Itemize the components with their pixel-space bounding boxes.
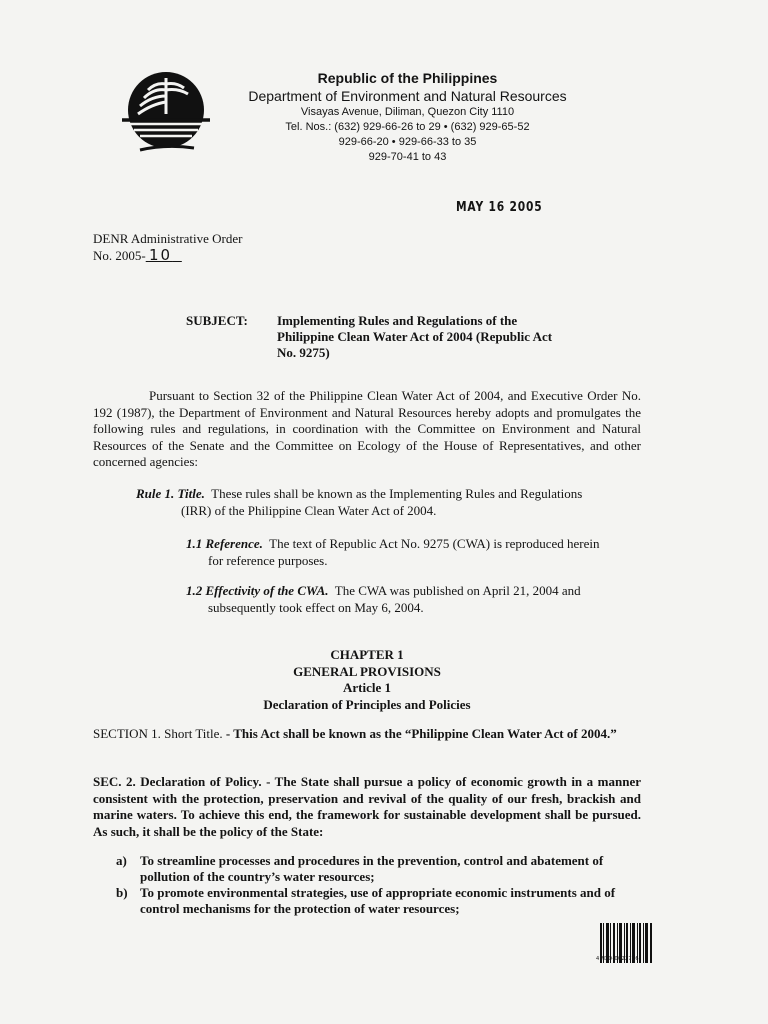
- list-item: [116, 853, 646, 885]
- section-2: [93, 774, 641, 840]
- preamble-paragraph: Pursuant to Section 32 of the Philippine Clean Water Act of 2004, and Executive Order No. 192 (1987), the Department of Environment and Natural Resources hereby adopts and promulgates the following rules and regulations, in coordination with the Committee on Environment and Natural Resources of the Senate and the Committee on Ecology of the House of Representatives, and other concerned agencies:: [93, 388, 641, 469]
- barcode-number: 4MDD-0022756: [596, 956, 639, 962]
- handwritten-order-number: 10: [148, 246, 173, 264]
- section-1-text: - This Act shall be known as the “Philippine Clean Water Act of 2004.”: [225, 726, 617, 741]
- address-line: Visayas Avenue, Diliman, Quezon City 1110: [300, 106, 515, 118]
- order-title: DENR Administrative Order: [93, 231, 243, 246]
- list-item-label: a): [116, 853, 127, 868]
- rule-1-2-text: The CWA was published on April 21, 2004 and: [334, 583, 581, 598]
- rule-1-1-heading: 1.1 Reference.: [186, 536, 263, 551]
- subject-label: SUBJECT:: [186, 313, 248, 328]
- telephone-line-1: Tel. Nos.: (632) 929-66-26 to 29 • (632) 929-65-52: [285, 121, 530, 133]
- article-number: Article 1: [342, 680, 391, 695]
- rule-1-2-text-continued: subsequently took effect on May 6, 2004.: [208, 599, 424, 615]
- rule-1-1-text-continued: for reference purposes.: [208, 552, 328, 568]
- department-name: Department of Environment and Natural Resources: [248, 88, 567, 104]
- denr-logo: [120, 70, 212, 156]
- letterhead: [230, 70, 585, 165]
- telephone-line-3: 929-70-41 to 43: [368, 151, 447, 163]
- list-item-text: To streamline processes and procedures in the prevention, control and abatement of pollution of the country’s water resources;: [140, 853, 604, 884]
- republic-heading: Republic of the Philippines: [317, 70, 498, 86]
- rule-1-2-heading: 1.2 Effectivity of the CWA.: [186, 583, 329, 598]
- list-item-text: To promote environmental strategies, use of appropriate economic instruments and of control mechanisms for the protection of water resources;: [140, 885, 616, 916]
- rule-1-1-text: The text of Republic Act No. 9275 (CWA) is reproduced herein: [269, 536, 600, 551]
- article-title: Declaration of Principles and Policies: [263, 696, 471, 712]
- telephone-line-2: 929-66-20 • 929-66-33 to 35: [338, 136, 477, 148]
- section-2-text: - The State shall pursue a policy of economic growth in a manner consistent with the protection, preservation and revival of the quality of our fresh, brackish and marine waters. To achieve this end, the framework for sustainable development shall be pursued. As such, it shall be the policy of the State:: [93, 774, 641, 839]
- rule-1-text: These rules shall be known as the Implementing Rules and Regulations: [211, 486, 583, 501]
- date-stamp: MAY 16 2005: [456, 200, 543, 215]
- policy-list: [116, 853, 646, 917]
- rule-1-2: [186, 583, 646, 616]
- section-2-label: SEC. 2. Declaration of Policy.: [93, 774, 262, 789]
- administrative-order-number: [93, 230, 242, 264]
- chapter-title: CHAPTER 1: [330, 647, 404, 662]
- section-1: [93, 726, 641, 743]
- subject-text: Implementing Rules and Regulations of the Philippine Clean Water Act of 2004 (Republic Act No. 9275): [277, 313, 553, 360]
- rule-1-1: [186, 536, 646, 569]
- rule-1-heading: Rule 1. Title.: [136, 486, 205, 501]
- order-prefix: No. 2005-: [93, 248, 146, 263]
- list-item: [116, 885, 646, 917]
- rule-1: [136, 486, 656, 519]
- section-1-label: SECTION 1. Short Title.: [93, 726, 223, 741]
- chapter-heading: [93, 647, 641, 713]
- rule-1-text-continued: (IRR) of the Philippine Clean Water Act of 2004.: [181, 502, 437, 518]
- list-item-label: b): [116, 885, 128, 900]
- chapter-subtitle: GENERAL PROVISIONS: [293, 663, 441, 679]
